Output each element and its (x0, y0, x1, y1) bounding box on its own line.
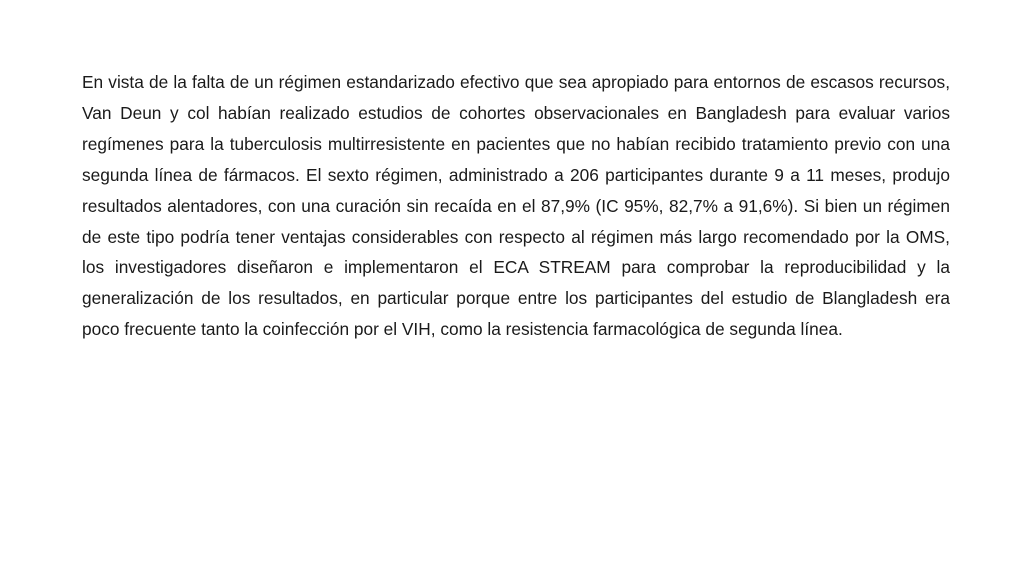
body-paragraph: En vista de la falta de un régimen estandarizado efectivo que sea apropiado para entornos de escasos recursos, Van Deun y col habían realizado estudios de cohortes observacionales en Bangladesh para evaluar varios regímenes para la tuberculosis multirresistente en pacientes que no habían recibido tratamiento previo con una segunda línea de fármacos. El sexto régimen, administrado a 206 participantes durante 9 a 11 meses, produjo resultados alentadores, con una curación sin recaída en el 87,9% (IC 95%, 82,7% a 91,6%). Si bien un régimen de este tipo podría tener ventajas considerables con respecto al régimen más largo recomendado por la OMS, los investigadores diseñaron e implementaron el ECA STREAM para comprobar la reproducibilidad y la generalización de los resultados, en particular porque entre los participantes del estudio de Blangladesh era poco frecuente tanto la coinfección por el VIH, como la resistencia farmacológica de segunda línea. (82, 72, 950, 340)
